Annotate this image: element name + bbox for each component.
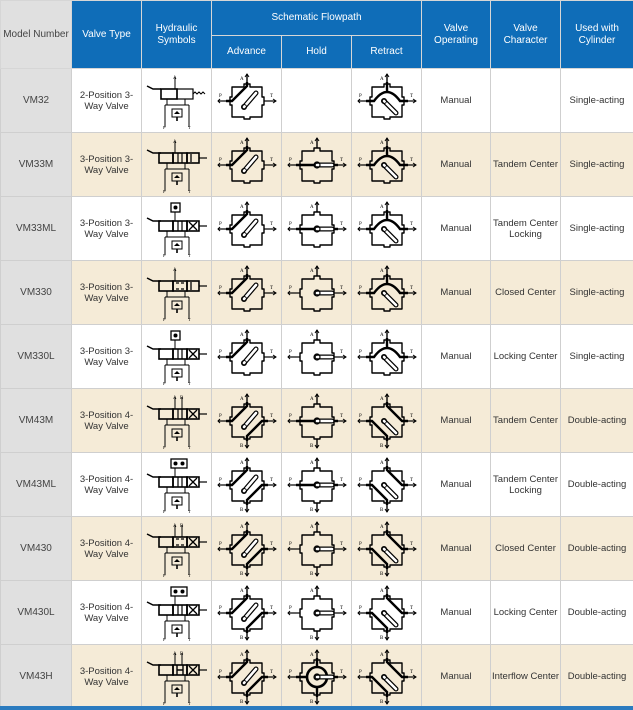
hold-flowpath-icon <box>282 197 352 261</box>
valve-type: 3-Position 3-Way Valve <box>72 133 142 197</box>
table-row <box>1 453 633 517</box>
valve-type: 3-Position 4-Way Valve <box>72 517 142 581</box>
hydraulic-symbol-icon <box>142 517 212 581</box>
svg-text:A: A <box>379 524 384 530</box>
hydraulic-symbol-icon <box>142 69 212 133</box>
header-model-number: Model Number <box>1 1 72 69</box>
svg-text:P: P <box>162 444 166 449</box>
svg-text:P: P <box>288 221 292 227</box>
header-valve-type: Valve Type <box>72 1 142 69</box>
svg-text:T: T <box>409 477 413 483</box>
svg-text:P: P <box>358 477 362 483</box>
header-schematic-flowpath: Schematic Flowpath <box>212 1 422 36</box>
svg-text:P: P <box>218 541 222 547</box>
svg-text:B: B <box>309 635 313 641</box>
valve-character: Closed Center <box>491 517 561 581</box>
svg-text:A: A <box>309 524 314 530</box>
valve-character: Tandem Center Locking <box>491 197 561 261</box>
valve-operating: Manual <box>422 325 491 389</box>
retract-flowpath-icon <box>352 261 422 325</box>
model-number: VM33ML <box>1 197 72 261</box>
retract-flowpath-icon <box>352 645 422 709</box>
valve-type: 3-Position 3-Way Valve <box>72 261 142 325</box>
svg-text:P: P <box>162 572 166 577</box>
svg-text:P: P <box>162 188 166 193</box>
svg-text:A: A <box>379 140 384 146</box>
hydraulic-symbol-icon <box>142 581 212 645</box>
svg-text:T: T <box>409 157 413 163</box>
valve-operating: Manual <box>422 645 491 709</box>
svg-text:T: T <box>339 477 343 483</box>
svg-text:A: A <box>239 588 244 594</box>
svg-text:A: A <box>379 204 384 210</box>
svg-text:B: B <box>179 395 183 401</box>
svg-text:P: P <box>358 605 362 611</box>
svg-text:A: A <box>309 652 314 658</box>
svg-text:T: T <box>409 605 413 611</box>
bottom-border <box>0 706 633 710</box>
svg-text:A: A <box>239 396 244 402</box>
used-with-cylinder: Double-acting <box>561 453 633 517</box>
svg-text:P: P <box>218 413 222 419</box>
valve-character: Locking Center <box>491 325 561 389</box>
retract-flowpath-icon <box>352 197 422 261</box>
svg-text:P: P <box>358 93 362 99</box>
hold-flowpath-icon <box>282 261 352 325</box>
svg-text:B: B <box>309 571 313 577</box>
svg-text:T: T <box>339 669 343 675</box>
svg-text:T: T <box>269 477 273 483</box>
svg-text:P: P <box>358 413 362 419</box>
svg-text:P: P <box>358 349 362 355</box>
svg-text:T: T <box>269 93 273 99</box>
valve-type: 2-Position 3-Way Valve <box>72 69 142 133</box>
used-with-cylinder: Single-acting <box>561 133 633 197</box>
svg-text:B: B <box>239 699 243 705</box>
advance-flowpath-icon <box>212 389 282 453</box>
valve-operating: Manual <box>422 133 491 197</box>
svg-text:P: P <box>358 221 362 227</box>
svg-text:P: P <box>218 605 222 611</box>
svg-text:B: B <box>179 523 183 529</box>
svg-text:A: A <box>309 268 314 274</box>
table-row <box>1 645 633 709</box>
valve-character: Closed Center <box>491 261 561 325</box>
valve-character: Tandem Center <box>491 133 561 197</box>
valve-character: Tandem Center Locking <box>491 453 561 517</box>
svg-text:T: T <box>269 157 273 163</box>
svg-text:T: T <box>269 221 273 227</box>
svg-text:P: P <box>218 93 222 99</box>
valve-type: 3-Position 4-Way Valve <box>72 453 142 517</box>
advance-flowpath-icon <box>212 261 282 325</box>
svg-text:A: A <box>239 332 244 338</box>
svg-text:A: A <box>379 268 384 274</box>
svg-text:P: P <box>288 349 292 355</box>
header-used-with-cylinder: Used with Cylinder <box>561 1 633 69</box>
svg-text:P: P <box>358 541 362 547</box>
advance-flowpath-icon <box>212 197 282 261</box>
svg-text:P: P <box>358 669 362 675</box>
header-retract: Retract <box>352 36 422 69</box>
hold-flowpath-icon <box>282 645 352 709</box>
valve-character: Locking Center <box>491 581 561 645</box>
model-number: VM32 <box>1 69 72 133</box>
svg-text:P: P <box>218 477 222 483</box>
svg-text:P: P <box>162 124 166 129</box>
svg-text:P: P <box>218 285 222 291</box>
svg-text:B: B <box>239 635 243 641</box>
svg-text:P: P <box>218 221 222 227</box>
svg-text:A: A <box>379 396 384 402</box>
model-number: VM330 <box>1 261 72 325</box>
svg-text:B: B <box>379 699 383 705</box>
retract-flowpath-icon <box>352 517 422 581</box>
valve-operating: Manual <box>422 581 491 645</box>
svg-text:P: P <box>288 477 292 483</box>
valve-type: 3-Position 4-Way Valve <box>72 581 142 645</box>
hydraulic-symbol-icon <box>142 645 212 709</box>
svg-text:A: A <box>309 204 314 210</box>
svg-text:P: P <box>162 636 166 641</box>
svg-text:B: B <box>239 571 243 577</box>
svg-text:A: A <box>172 651 177 657</box>
advance-flowpath-icon <box>212 133 282 197</box>
svg-text:P: P <box>162 316 166 321</box>
advance-flowpath-icon <box>212 325 282 389</box>
table-row <box>1 133 633 197</box>
svg-text:A: A <box>309 332 314 338</box>
svg-text:B: B <box>379 443 383 449</box>
svg-text:B: B <box>379 635 383 641</box>
advance-flowpath-icon <box>212 517 282 581</box>
valve-operating: Manual <box>422 389 491 453</box>
svg-text:A: A <box>309 460 314 466</box>
table-row <box>1 325 633 389</box>
used-with-cylinder: Single-acting <box>561 261 633 325</box>
valve-operating: Manual <box>422 453 491 517</box>
hydraulic-symbol-icon <box>142 261 212 325</box>
svg-text:T: T <box>269 349 273 355</box>
svg-text:T: T <box>187 188 191 193</box>
retract-flowpath-icon <box>352 69 422 133</box>
svg-text:P: P <box>218 669 222 675</box>
svg-text:A: A <box>239 204 244 210</box>
hydraulic-symbol-icon <box>142 325 212 389</box>
svg-text:A: A <box>172 395 177 401</box>
table-body <box>1 69 633 709</box>
svg-text:T: T <box>339 349 343 355</box>
retract-flowpath-icon <box>352 133 422 197</box>
svg-text:A: A <box>172 523 177 529</box>
retract-flowpath-icon <box>352 325 422 389</box>
table-row <box>1 517 633 581</box>
svg-text:T: T <box>339 413 343 419</box>
svg-text:T: T <box>339 541 343 547</box>
hold-flowpath-icon <box>282 325 352 389</box>
svg-text:T: T <box>409 349 413 355</box>
valve-type: 3-Position 4-Way Valve <box>72 389 142 453</box>
svg-text:P: P <box>162 252 166 257</box>
svg-text:B: B <box>179 651 183 657</box>
svg-text:T: T <box>187 316 191 321</box>
table-row <box>1 581 633 645</box>
valve-operating: Manual <box>422 197 491 261</box>
svg-text:T: T <box>187 252 191 257</box>
svg-text:A: A <box>239 652 244 658</box>
svg-text:P: P <box>162 508 166 513</box>
svg-text:T: T <box>187 572 191 577</box>
svg-text:B: B <box>239 507 243 513</box>
hold-flowpath-icon <box>282 453 352 517</box>
svg-text:A: A <box>172 75 177 81</box>
model-number: VM330L <box>1 325 72 389</box>
table-row <box>1 261 633 325</box>
valve-type: 3-Position 3-Way Valve <box>72 197 142 261</box>
svg-text:B: B <box>239 443 243 449</box>
svg-text:T: T <box>339 285 343 291</box>
svg-text:A: A <box>239 76 244 82</box>
svg-text:T: T <box>187 636 191 641</box>
hydraulic-symbol-icon <box>142 133 212 197</box>
model-number: VM43H <box>1 645 72 709</box>
svg-text:P: P <box>288 413 292 419</box>
svg-text:P: P <box>218 157 222 163</box>
retract-flowpath-icon <box>352 581 422 645</box>
svg-text:P: P <box>358 157 362 163</box>
hold-flowpath-icon <box>282 69 352 133</box>
hydraulic-symbol-icon <box>142 389 212 453</box>
header-valve-character: Valve Character <box>491 1 561 69</box>
svg-text:A: A <box>239 140 244 146</box>
svg-text:P: P <box>288 541 292 547</box>
retract-flowpath-icon <box>352 389 422 453</box>
svg-text:A: A <box>239 524 244 530</box>
svg-text:T: T <box>187 124 191 129</box>
valve-operating: Manual <box>422 517 491 581</box>
svg-text:A: A <box>379 76 384 82</box>
svg-text:T: T <box>409 413 413 419</box>
header-advance: Advance <box>212 36 282 69</box>
hold-flowpath-icon <box>282 389 352 453</box>
svg-text:A: A <box>172 139 177 145</box>
hydraulic-symbol-icon <box>142 197 212 261</box>
svg-text:A: A <box>172 267 177 273</box>
svg-text:A: A <box>239 460 244 466</box>
table-row <box>1 69 633 133</box>
svg-text:B: B <box>309 443 313 449</box>
svg-text:T: T <box>409 93 413 99</box>
hold-flowpath-icon <box>282 581 352 645</box>
header-valve-operating: Valve Operating <box>422 1 491 69</box>
model-number: VM43ML <box>1 453 72 517</box>
valve-type: 3-Position 3-Way Valve <box>72 325 142 389</box>
model-number: VM430L <box>1 581 72 645</box>
valve-character: Interflow Center <box>491 645 561 709</box>
svg-text:A: A <box>379 332 384 338</box>
valve-character <box>491 69 561 133</box>
used-with-cylinder: Single-acting <box>561 325 633 389</box>
model-number: VM430 <box>1 517 72 581</box>
svg-text:A: A <box>379 460 384 466</box>
svg-text:P: P <box>288 285 292 291</box>
svg-text:B: B <box>379 571 383 577</box>
advance-flowpath-icon <box>212 581 282 645</box>
svg-text:T: T <box>339 221 343 227</box>
retract-flowpath-icon <box>352 453 422 517</box>
svg-text:T: T <box>269 413 273 419</box>
svg-text:A: A <box>309 588 314 594</box>
svg-text:T: T <box>409 669 413 675</box>
table-row <box>1 197 633 261</box>
used-with-cylinder: Single-acting <box>561 69 633 133</box>
svg-text:P: P <box>288 669 292 675</box>
svg-text:P: P <box>162 700 166 705</box>
svg-text:T: T <box>187 444 191 449</box>
svg-text:T: T <box>269 541 273 547</box>
svg-text:A: A <box>379 652 384 658</box>
svg-text:T: T <box>269 285 273 291</box>
header-hold: Hold <box>282 36 352 69</box>
svg-text:T: T <box>409 541 413 547</box>
used-with-cylinder: Double-acting <box>561 517 633 581</box>
svg-text:T: T <box>187 380 191 385</box>
svg-text:P: P <box>358 285 362 291</box>
svg-text:T: T <box>409 221 413 227</box>
svg-text:P: P <box>162 380 166 385</box>
svg-text:P: P <box>288 157 292 163</box>
hold-flowpath-icon <box>282 517 352 581</box>
hydraulic-symbol-icon <box>142 453 212 517</box>
advance-flowpath-icon <box>212 453 282 517</box>
valve-operating: Manual <box>422 69 491 133</box>
used-with-cylinder: Double-acting <box>561 581 633 645</box>
svg-text:T: T <box>187 508 191 513</box>
svg-text:B: B <box>379 507 383 513</box>
svg-text:P: P <box>288 605 292 611</box>
advance-flowpath-icon <box>212 645 282 709</box>
svg-text:T: T <box>339 605 343 611</box>
svg-text:T: T <box>339 157 343 163</box>
svg-text:A: A <box>309 140 314 146</box>
svg-text:T: T <box>269 605 273 611</box>
svg-text:A: A <box>379 588 384 594</box>
used-with-cylinder: Double-acting <box>561 389 633 453</box>
svg-text:B: B <box>309 507 313 513</box>
model-number: VM43M <box>1 389 72 453</box>
advance-flowpath-icon <box>212 69 282 133</box>
svg-text:T: T <box>269 669 273 675</box>
valve-character: Tandem Center <box>491 389 561 453</box>
svg-text:A: A <box>309 396 314 402</box>
svg-text:T: T <box>409 285 413 291</box>
valve-operating: Manual <box>422 261 491 325</box>
used-with-cylinder: Double-acting <box>561 645 633 709</box>
hold-flowpath-icon <box>282 133 352 197</box>
svg-text:B: B <box>309 699 313 705</box>
svg-text:T: T <box>187 700 191 705</box>
model-number: VM33M <box>1 133 72 197</box>
valve-type: 3-Position 4-Way Valve <box>72 645 142 709</box>
used-with-cylinder: Single-acting <box>561 197 633 261</box>
table-row <box>1 389 633 453</box>
svg-text:P: P <box>218 349 222 355</box>
svg-text:A: A <box>239 268 244 274</box>
header-hydraulic-symbols: Hydraulic Symbols <box>142 1 212 69</box>
